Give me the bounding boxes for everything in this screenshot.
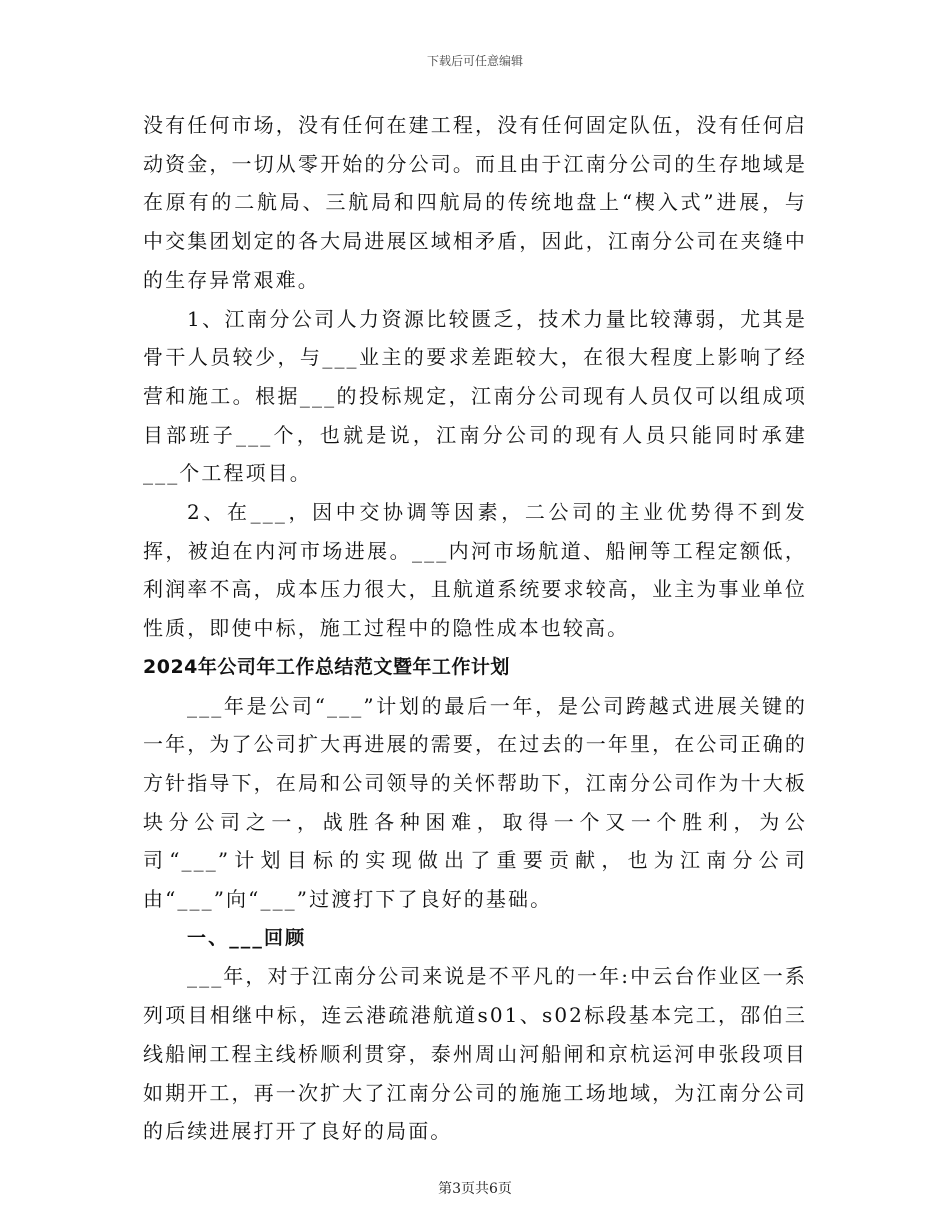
page-footer: 第3页共6页 [438,1181,512,1197]
paragraph-1: 没有任何市场，没有任何在建工程，没有任何固定队伍，没有任何启动资金，一切从零开始的分公司。而且由于江南分公司的生存地域是在原有的二航局、三航局和四航局的传统地盘上“楔入式”进展，与中交集团划定的各大局进展区域相矛盾，因此，江南分公司在夹缝中的生存异常艰难。 [143,113,807,292]
paragraph-2: 1、江南分公司人力资源比较匮乏，技术力量比较薄弱，尤其是骨干人员较少，与___业主的要求差距较大，在很大程度上影响了经营和施工。根据___的投标规定，江南分公司现有人员仅可以组成项目部班子___个，也就是说，江南分公司的现有人员只能同时承建___个工程项目。 [143,306,807,486]
paragraph-4: ___年是公司“___”计划的最后一年，是公司跨越式进展关键的一年，为了公司扩大再进展的需要，在过去的一年里，在公司正确的方针指导下，在局和公司领导的关怀帮助下，江南分公司作为十大板块分公司之一，战胜各种困难，取得一个又一个胜利，为公司“___”计划目标的实现做出了重要贡献，也为江南分公司由“___”向“___”过渡打下了良好的基础。 [143,693,807,912]
document-title: 2024年公司年工作总结范文暨年工作计划 [143,655,510,678]
paragraph-3: 2、在___，因中交协调等因素，二公司的主业优势得不到发挥，被迫在内河市场进展。___内河市场航道、船闸等工程定额低，利润率不高，成本压力很大，且航道系统要求较高，业主为事业单位性质，即使中标，施工过程中的隐性成本也较高。 [143,500,807,641]
section-heading-review: 一、___回顾 [187,926,307,949]
document-body [143,106,807,1151]
paragraph-5: ___年，对于江南分公司来说是不平凡的一年:中云台作业区一系列项目相继中标，连云港疏港航道s01、s02标段基本完工，邵伯三线船闸工程主线桥顺利贯穿，泰州周山河船闸和京杭运河申张段项目如期开工，再一次扩大了江南分公司的施施工场地域，为江南分公司的后续进展打开了良好的局面。 [143,964,807,1144]
page-header: 下载后可任意编辑 [426,54,523,68]
